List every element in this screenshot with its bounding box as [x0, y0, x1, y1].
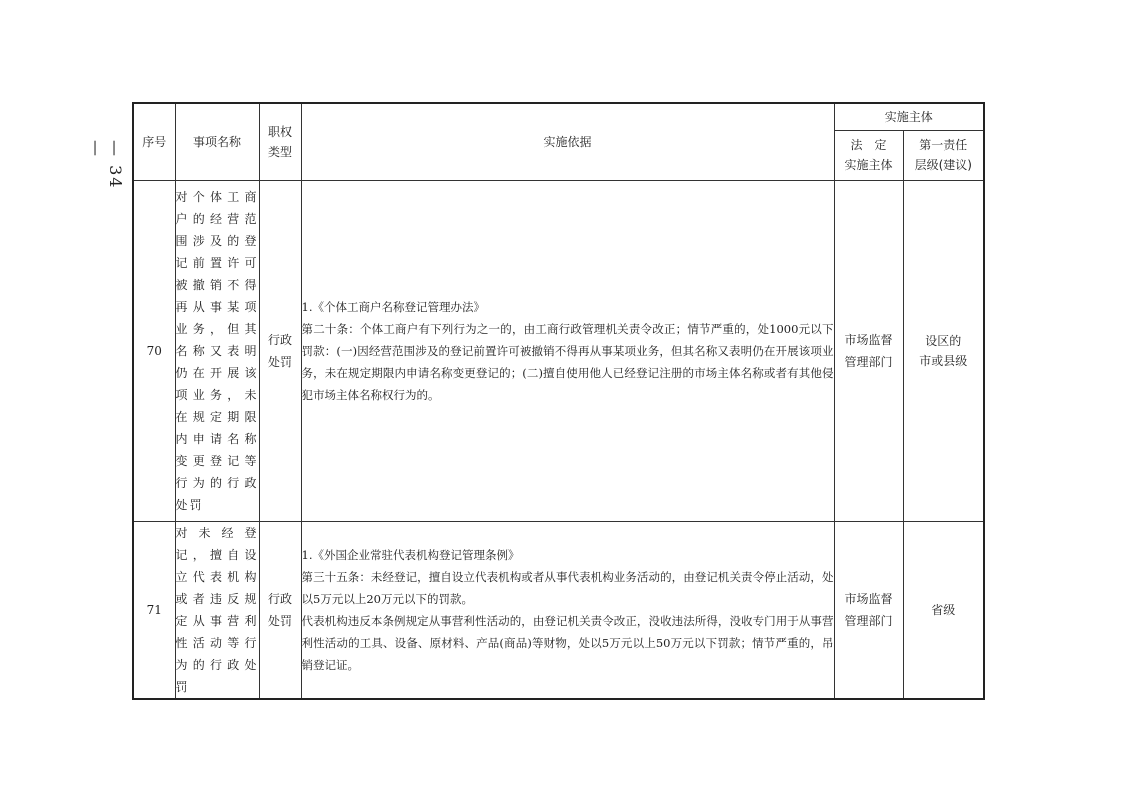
- row-item-name: 对未经登记，擅自设立代表机构或者违反规定从事营利性活动等行为的行政处罚: [175, 521, 259, 699]
- header-legal-subject: 法 定 实施主体: [834, 130, 903, 180]
- table-row: [133, 180, 984, 521]
- row-seq: 71: [133, 521, 175, 699]
- row-power-type: 行政 处罚: [259, 180, 301, 521]
- table-row: [133, 521, 984, 699]
- header-responsibility-level: 第一责任 层级(建议): [903, 130, 984, 180]
- basis-body: 第三十五条：未经登记，擅自设立代表机构或者从事代表机构业务活动的，由登记机关责令停止活动，处以5万元以上20万元以下的罚款。: [301, 569, 834, 606]
- header-basis: 实施依据: [301, 103, 834, 180]
- header-name: 事项名称: [175, 103, 259, 180]
- row-basis: [301, 521, 834, 699]
- basis-title: 1.《外国企业常驻代表机构登记管理条例》: [301, 547, 520, 562]
- enforcement-table: [132, 102, 985, 700]
- basis-title: 1.《个体工商户名称登记管理办法》: [301, 299, 485, 314]
- row-responsibility-level: 省级: [903, 521, 984, 699]
- header-seq: 序号: [133, 103, 175, 180]
- row-legal-subject: 市场监督 管理部门: [834, 180, 903, 521]
- row-responsibility-level: 设区的 市或县级: [903, 180, 984, 521]
- row-basis: [301, 180, 834, 521]
- row-item-name: 对个体工商户的经营范围涉及的登记前置许可被撤销不得再从事某项业务，但其名称又表明仍在开展该项业务，未在规定期限内申请名称变更登记等行为的行政处罚: [175, 180, 259, 521]
- row-power-type: 行政 处罚: [259, 521, 301, 699]
- basis-extra: 代表机构违反本条例规定从事营利性活动的，由登记机关责令改正，没收违法所得，没收专门用于从事营利性活动的工具、设备、原材料、产品(商品)等财物，处以5万元以上50万元以下罚款；情节严重的，吊销登记证。: [301, 613, 834, 672]
- basis-body: 第二十条：个体工商户有下列行为之一的，由工商行政管理机关责令改正；情节严重的，处1000元以下罚款：(一)因经营范围涉及的登记前置许可被撤销不得再从事某项业务，但其名称又表明仍在开展该项业务，未在规定期限内申请名称变更登记的；(二)擅自使用他人已经登记注册的市场主体名称或者有其他侵犯市场主体名称权行为的。: [301, 321, 834, 402]
- header-type: 职权 类型: [259, 103, 301, 180]
- header-subject-group: 实施主体: [834, 103, 984, 130]
- page-number: — 34 —: [87, 140, 125, 190]
- row-seq: 70: [133, 180, 175, 521]
- row-legal-subject: 市场监督 管理部门: [834, 521, 903, 699]
